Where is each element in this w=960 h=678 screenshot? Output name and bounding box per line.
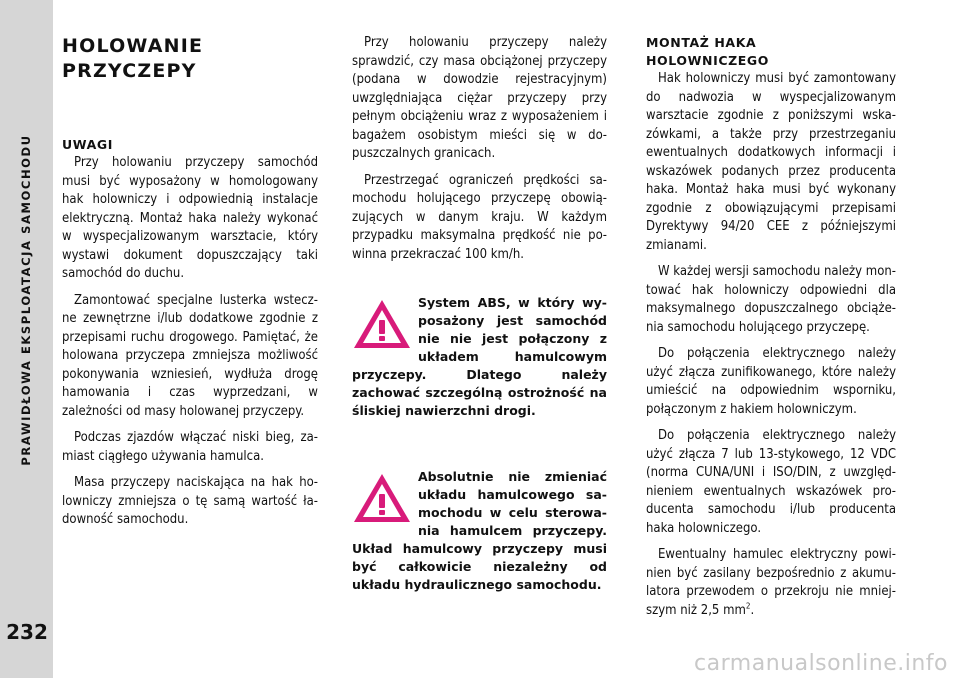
paragraph-last-end: . bbox=[750, 602, 755, 618]
warning-text: System ABS, w który wyposażony jest samochód nie nie jest połączony z układem hamulcowym przyczepy. Dlatego należy zachować szczególną ostrożność na śliskiej nawierzchni drogi. bbox=[352, 295, 607, 418]
paragraph: W każdej wersji samochodu należy montować hak holowniczy odpowiedni dla maksymalnego dopuszczalnego obciążenia samochodu holującego przyczepę. bbox=[646, 264, 896, 335]
paragraph: Masa przyczepy naciskająca na hak holowniczy zmniejsza o tę samą wartość ładowność samochodu. bbox=[62, 475, 318, 527]
paragraph: Zamontować specjalne lusterka wsteczne zewnętrzne i/lub dodatkowe zgodnie z przepisami ruchu drogowego. Pamiętać, że holowana przyczepa zmniejsza możliwość pokonywania wzniesień, wydłuża drogę hamowania i czas wyprzedzani, w zależności od masy holowanej przyczepy. bbox=[62, 292, 318, 419]
warning-text: Absolutnie nie zmieniać układu hamulcowego samochodu w celu sterowania hamulcem przyczepy. Układ hamulcowy przyczepy musi być całkowicie niezależny od układu hydraulicznego samochodu. bbox=[352, 469, 607, 592]
column-2 bbox=[352, 34, 607, 594]
paragraph-last-text: Ewentualny hamulec elektryczny powinien być zasilany bezpośrednio z akumulatora przewodem o przekroju nie mniejszym niż 2,5 mm bbox=[646, 547, 896, 618]
warning-box-abs bbox=[352, 294, 607, 420]
paragraph: Do połączenia elektrycznego należy użyć złącza 7 lub 13-stykowego, 12 VDC (norma CUNA/UNI i ISO/DIN, z uwzględnieniem ewentualnych wskazówek producenta samochodu i/lub producenta haka holowniczego. bbox=[646, 428, 896, 536]
column-3 bbox=[646, 34, 896, 628]
notes-heading: UWAGI bbox=[62, 137, 113, 152]
section-title: PRAWIDŁOWA EKSPLOATACJA SAMOCHODU bbox=[19, 134, 33, 466]
paragraph-last bbox=[646, 546, 896, 620]
paragraph: Hak holowniczy musi być zamontowany do nadwozia w wyspecjalizowanym warsztacie zgodnie z poniższymi wskazówkami, a także przy przestrzeganiu ewentualnych dodatkowych informacji i wskazówek podanych przez producenta haka. Montaż haka musi być wykonany zgodnie z obowiązującymi przepisami Dyrektywy 94/20 CEE z późniejszymi zmianami. bbox=[646, 71, 896, 253]
paragraph: Do połączenia elektrycznego należy użyć złącza zunifikowanego, które należy umieścić na odpowiednim wsporniku, połączonym z hakiem holowniczym. bbox=[646, 346, 896, 417]
section-heading-line-2: HOLOWNICZEGO bbox=[646, 53, 769, 68]
warning-box-brakes bbox=[352, 468, 607, 594]
paragraph: Przy holowaniu przyczepy należy sprawdzić, czy masa obciążonej przyczepy (podana w dowodzie rejestracyjnym) uwzględniająca ciężar przyczepy przy pełnym obciążeniu wraz z wyposażeniem i bagażem osobistym mieści się w dopuszczalnych granicach. bbox=[352, 35, 607, 161]
section-heading bbox=[646, 34, 896, 70]
page-title bbox=[62, 34, 318, 84]
warning-triangle-icon bbox=[352, 472, 412, 524]
paragraph: Przy holowaniu przyczepy samochód musi być wyposażony w homologowany hak holowniczy i odpowiednią instalacje elektryczną. Montaż haka należy wykonać w wyspecjalizowanym warsztacie, który wystawi dokument dopuszczający taki samochód do duchu. bbox=[62, 155, 318, 281]
page-title-line-1: HOLOWANIE bbox=[62, 35, 204, 57]
section-heading-line-1: MONTAŻ HAKA bbox=[646, 35, 757, 50]
watermark: carmanualsonline.info bbox=[694, 651, 948, 676]
page-title-line-2: PRZYCZEPY bbox=[62, 60, 197, 82]
warning-triangle-icon bbox=[352, 298, 412, 350]
sidebar bbox=[0, 0, 53, 678]
column-1 bbox=[62, 34, 318, 538]
page-number: 232 bbox=[6, 620, 48, 644]
paragraph: Podczas zjazdów włączać niski bieg, zamiast ciągłego używania hamulca. bbox=[62, 430, 318, 464]
superscript: 2 bbox=[745, 601, 751, 611]
paragraph: Przestrzegać ograniczeń prędkości samochodu holującego przyczepę obowiązujących w danym kraju. W każdym przypadku maksymalna prędkość nie powinna przekraczać 100 km/h. bbox=[352, 172, 607, 262]
